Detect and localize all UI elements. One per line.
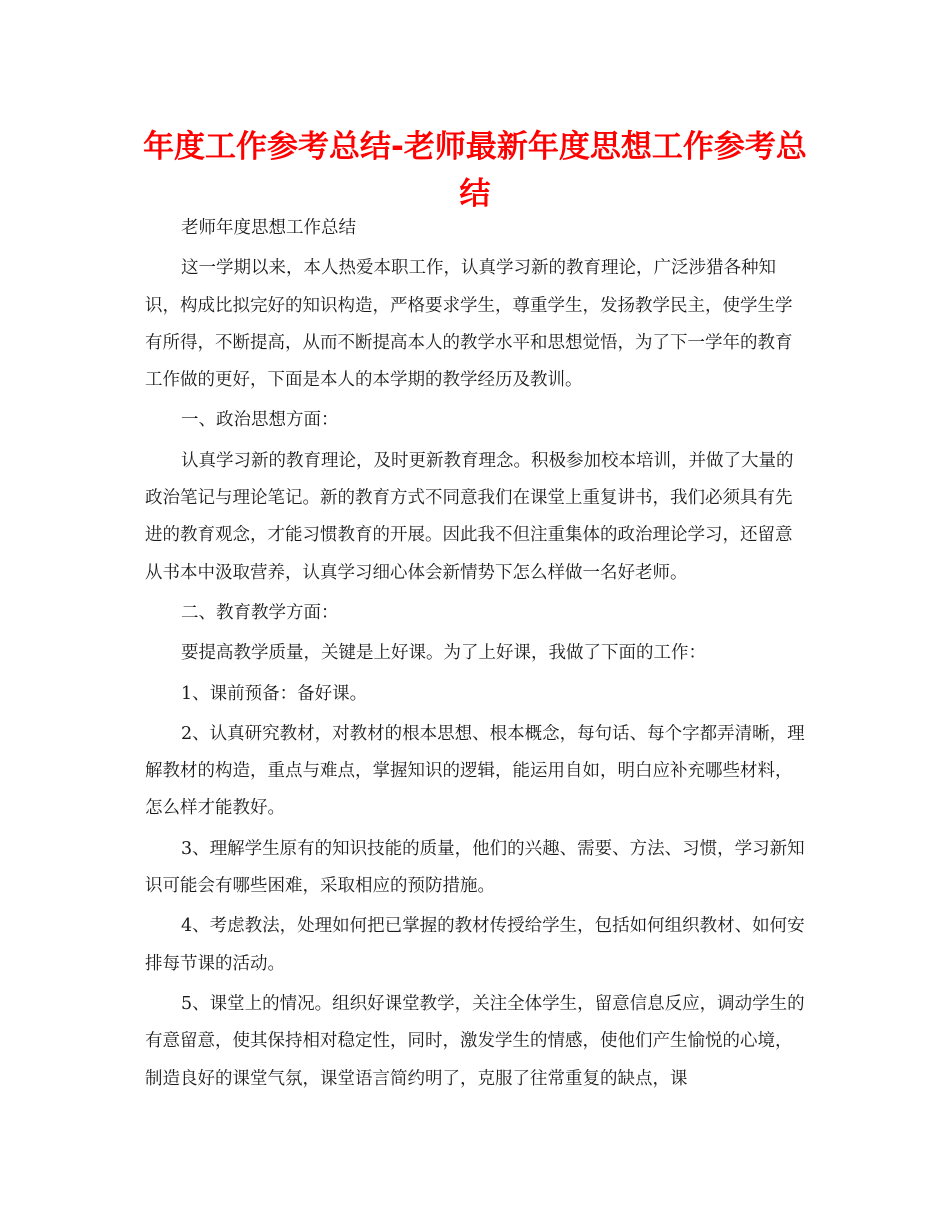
section-heading-teaching: 二、教育教学方面： <box>181 602 339 623</box>
paragraph-politics: 认真学习新的教育理论，及时更新教育理念。积极参加校本培训，并做了大量的政治笔记与理论笔记。新的教育方式不同意我们在课堂上重复讲书，我们必须具有先进的教育观念，才能习惯教育的开展。因此我不但注重集体的政治理论学习，还留意从书本中汲取营养，认真学习细心体会新情势下怎么样做一名好老师。 <box>145 450 794 583</box>
list-item-1: 1、课前预备：备好课。 <box>181 683 368 704</box>
section-heading-politics: 一、政治思想方面： <box>181 410 339 431</box>
paragraph-subtitle: 老师年度思想工作总结 <box>181 218 356 238</box>
document-title: 年度工作参考总结-老师最新年度思想工作参考总结 <box>143 129 807 212</box>
list-item-3: 3、理解学生原有的知识技能的质量，他们的兴趣、需要、方法、习惯，学习新知识可能会有哪些困难，采取相应的预防措施。 <box>145 838 805 897</box>
list-item-5: 5、课堂上的情况。组织好课堂教学，关注全体学生，留意信息反应，调动学生的有意留意，使其保持相对稳定性，同时，激发学生的情感，使他们产生愉悦的心境，制造良好的课堂气氛，课堂语言简约明了，克服了往常重复的缺点，课 <box>145 993 805 1089</box>
paragraph-intro: 这一学期以来，本人热爱本职工作，认真学习新的教育理论，广泛涉猎各种知识，构成比拟完好的知识构造，严格要求学生，尊重学生，发扬教学民主，使学生学有所得，不断提高，从而不断提高本人的教学水平和思想觉悟，为了下一学年的教育工作做的更好，下面是本人的本学期的教学经历及教训。 <box>145 258 793 391</box>
document-body <box>145 210 805 1101</box>
list-item-4: 4、考虑教法，处理如何把已掌握的教材传授给学生，包括如何组织教材、如何安排每节课的活动。 <box>145 916 805 974</box>
list-item-2: 2、认真研究教材，对教材的根本思想、根本概念，每句话、每个字都弄清晰，理解教材的构造，重点与难点，掌握知识的逻辑，能运用自如，明白应补充哪些材料，怎么样才能教好。 <box>145 723 805 819</box>
paragraph-teaching-intro: 要提高教学质量，关键是上好课。为了上好课，我做了下面的工作： <box>181 643 706 664</box>
